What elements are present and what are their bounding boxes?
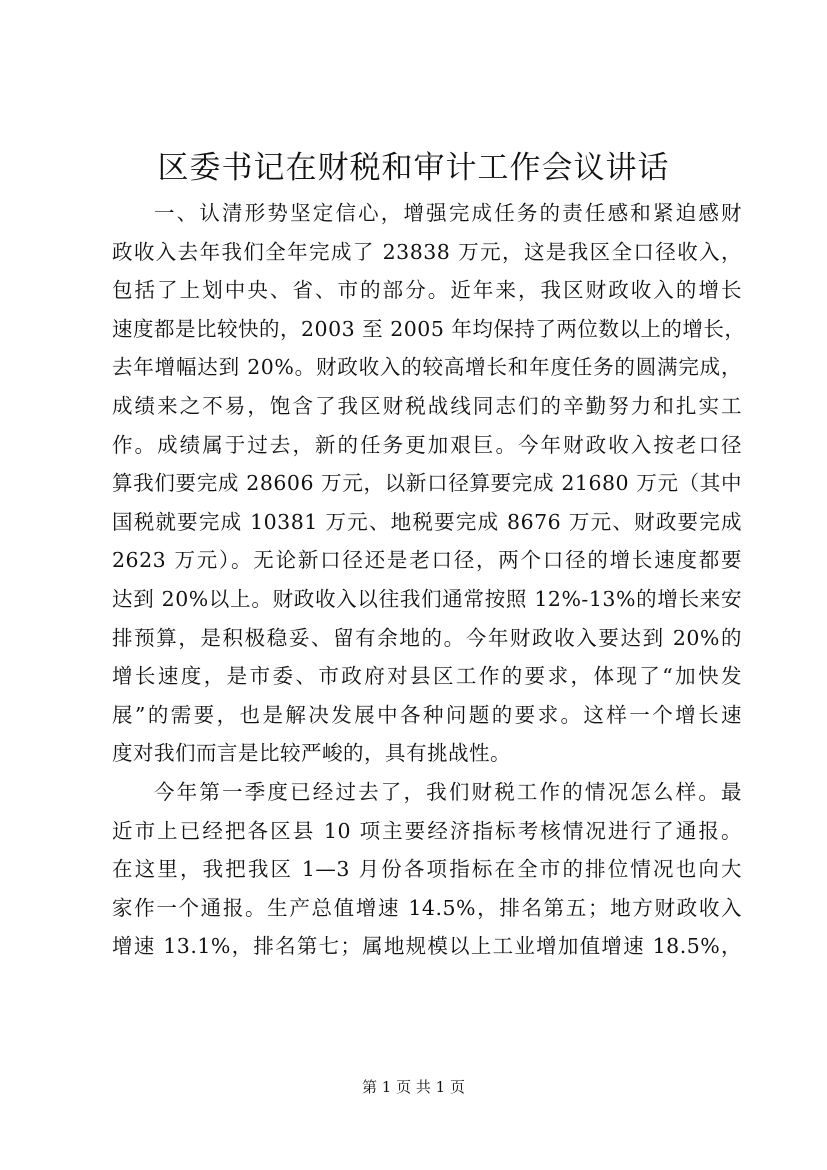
paragraph-line: 速度都是比较快的，2003 至 2005 年均保持了两位数以上的增长，	[112, 316, 746, 341]
paragraph-line: 增长速度，是市委、市政府对县区工作的要求，体现了“加快发	[112, 664, 742, 689]
paragraph-line: 排预算，是积极稳妥、留有余地的。今年财政收入要达到 20%的	[112, 625, 742, 650]
paragraph-line: 成绩来之不易，饱含了我区财税战线同志们的辛勤努力和扎实工	[112, 393, 742, 418]
paragraph-line: 包括了上划中央、省、市的部分。近年来，我区财政收入的增长	[112, 278, 742, 303]
paragraph-line: 达到 20%以上。财政收入以往我们通常按照 12%-13%的增长来安	[112, 586, 742, 611]
document-body	[112, 194, 746, 966]
paragraph-line: 国税就要完成 10381 万元、地税要完成 8676 万元、财政要完成	[112, 509, 742, 534]
paragraph-line: 一、认清形势坚定信心，增强完成任务的责任感和紧迫感财	[154, 201, 742, 225]
paragraph-line: 作。成绩属于过去，新的任务更加艰巨。今年财政收入按老口径	[112, 432, 742, 457]
document-title: 区委书记在财税和审计工作会议讲话	[157, 150, 670, 186]
paragraph-line: 增速 13.1%，排名第七；属地规模以上工业增加值增速 18.5%，	[112, 934, 742, 959]
paragraph-line: 家作一个通报。生产总值增速 14.5%，排名第五；地方财政收入	[112, 895, 742, 920]
paragraph-line: 近市上已经把各区县 10 项主要经济指标考核情况进行了通报。	[112, 818, 742, 843]
paragraph-line: 展”的需要，也是解决发展中各种问题的要求。这样一个增长速	[112, 702, 742, 727]
page-footer: 第 1 页 共 1 页	[362, 1078, 465, 1096]
paragraph-line: 今年第一季度已经过去了，我们财税工作的情况怎么样。最	[154, 779, 742, 804]
paragraph-line: 政收入去年我们全年完成了 23838 万元，这是我区全口径收入，	[112, 239, 742, 264]
paragraph-line: 度对我们而言是比较严峻的，具有挑战性。	[112, 741, 511, 766]
paragraph-line: 算我们要完成 28606 万元，以新口径算要完成 21680 万元（其中	[112, 471, 742, 496]
paragraph-line: 2623 万元）。无论新口径还是老口径，两个口径的增长速度都要	[112, 548, 742, 573]
paragraph-line: 去年增幅达到 20%。财政收入的较高增长和年度任务的圆满完成，	[112, 355, 742, 380]
paragraph-line: 在这里，我把我区 1—3 月份各项指标在全市的排位情况也向大	[112, 857, 742, 882]
